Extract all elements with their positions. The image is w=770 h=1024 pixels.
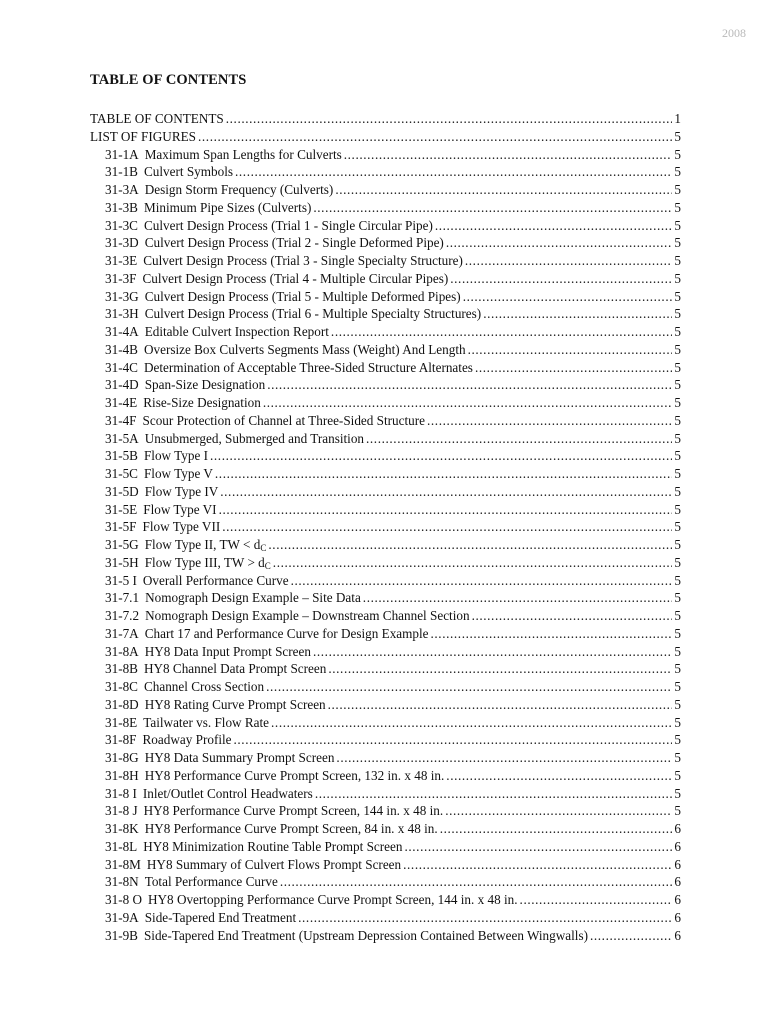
toc-entry[interactable] (90, 181, 681, 199)
toc-entry-number: 31-3D (105, 235, 139, 251)
toc-entry-page-number: 5 (674, 696, 681, 712)
toc-entry-number: 31-8N (105, 874, 139, 890)
toc-entry-title: Culvert Design Process (Trial 2 - Single Deformed Pipe) (144, 235, 444, 251)
toc-entry-number: 31-3G (105, 288, 139, 304)
dot-leader (298, 909, 672, 927)
toc-entry-number: 31-8E (105, 714, 138, 730)
toc-entry[interactable] (90, 234, 681, 252)
toc-entry-title: Rise-Size Designation (143, 395, 261, 410)
toc-entry[interactable] (90, 128, 681, 146)
dot-leader (271, 714, 672, 732)
toc-entry-number: 31-7.1 (105, 590, 140, 606)
toc-entry[interactable] (90, 483, 681, 501)
toc-entry-title: Culvert Design Process (Trial 1 - Single Circular Pipe) (143, 217, 433, 233)
toc-entry-page-number: 1 (674, 111, 681, 126)
toc-entry-number: 31-8 I (105, 785, 137, 801)
toc-entry-title: Flow Type III, TW > $d_C$ (144, 554, 271, 571)
toc-entry-page-number: 5 (674, 554, 681, 570)
toc-entry[interactable] (90, 554, 681, 572)
toc-entry-title: Nomograph Design Example – Downstream Channel Section (145, 608, 470, 623)
toc-entry[interactable] (90, 749, 681, 767)
toc-entry-page-number: 5 (674, 341, 681, 357)
toc-entry[interactable] (90, 518, 681, 536)
dot-leader (446, 234, 673, 252)
toc-entry-page-number: 5 (674, 217, 681, 233)
toc-entry-title: Culvert Design Process (Trial 5 - Multiple Deformed Pipes) (144, 288, 461, 304)
toc-entry[interactable] (90, 199, 681, 217)
toc-entry[interactable] (90, 927, 681, 945)
toc-entry-title: Culvert Design Process (Trial 6 - Multiple Specialty Structures) (144, 306, 482, 322)
toc-entry-number: 31-5F (105, 519, 137, 535)
toc-entry-page-number: 5 (674, 377, 681, 393)
toc-entry[interactable] (90, 146, 681, 164)
toc-entry-number: 31-7.2 (105, 608, 140, 623)
dot-leader (336, 749, 672, 767)
dot-leader (219, 501, 673, 519)
toc-entry-title: Determination of Acceptable Three-Sided Structure Alternates (143, 359, 473, 375)
toc-entry-number: 31-8G (105, 750, 139, 765)
toc-entry[interactable] (90, 110, 681, 128)
toc-entry-number: 31-8B (105, 661, 138, 677)
toc-entry-number: 31-8C (105, 679, 138, 694)
dot-leader (328, 696, 673, 714)
toc-entry[interactable] (90, 341, 681, 359)
toc-entry-page-number: 5 (674, 359, 681, 375)
toc-entry[interactable] (90, 217, 681, 235)
dot-leader (427, 412, 672, 430)
dot-leader (483, 305, 672, 323)
toc-entry-title: Flow Type V (143, 466, 213, 481)
dot-leader (520, 891, 673, 909)
dot-leader (234, 731, 673, 749)
toc-entry-page-number: 5 (674, 395, 681, 410)
toc-entry-number: 31-1B (105, 164, 138, 180)
toc-entry[interactable] (90, 323, 681, 341)
toc-entry-page-number: 5 (674, 270, 681, 286)
dot-leader (215, 465, 673, 483)
toc-entry-number: 31-5D (105, 483, 139, 499)
toc-entry[interactable] (90, 412, 681, 430)
toc-entry[interactable] (90, 625, 681, 643)
toc-entry-title: Culvert Symbols (143, 164, 233, 180)
toc-entry[interactable] (90, 802, 681, 820)
toc-entry-number: 31-1A (105, 146, 139, 162)
toc-entry[interactable] (90, 873, 681, 891)
toc-entry[interactable] (90, 767, 681, 785)
dot-leader (446, 767, 672, 785)
toc-entry-title: LIST OF FIGURES (90, 128, 197, 144)
toc-entry-page-number: 5 (674, 590, 681, 606)
dot-leader (210, 447, 672, 465)
dot-leader (266, 678, 672, 696)
toc-entry-number: 31-5G (105, 537, 139, 552)
toc-entry-page-number: 5 (674, 128, 681, 144)
toc-entry-page-number: 5 (674, 750, 681, 765)
dot-leader (403, 856, 672, 874)
toc-entry-title: Roadway Profile (142, 732, 232, 748)
toc-entry-number: 31-4C (105, 359, 138, 375)
toc-entry-title: Flow Type II, TW < $d_C$ (144, 537, 267, 553)
toc-entry-title: Minimum Pipe Sizes (Culverts) (143, 199, 312, 215)
toc-entry[interactable] (90, 447, 681, 465)
toc-entry-title: Flow Type VII (142, 519, 221, 535)
dot-leader (450, 270, 672, 288)
toc-entry-page-number: 5 (674, 767, 681, 783)
toc-entry[interactable] (90, 465, 681, 483)
toc-entry-number: 31-5 I (105, 572, 137, 588)
toc-entry-number: 31-5H (105, 554, 139, 570)
toc-entry-page-number: 5 (674, 501, 681, 517)
toc-entry-number: 31-4F (105, 412, 137, 428)
dot-leader (366, 430, 672, 448)
toc-entry[interactable] (90, 909, 681, 927)
toc-entry[interactable] (90, 270, 681, 288)
dot-leader (222, 518, 672, 536)
page-year: 2008 (722, 26, 746, 40)
toc-entry-number: 31-8 O (105, 892, 142, 907)
toc-entry-title: Scour Protection of Channel at Three-Sided Structure (142, 412, 425, 428)
toc-entry-page-number: 5 (674, 803, 681, 819)
toc-entry-page-number: 6 (674, 927, 681, 943)
dot-leader (590, 927, 672, 945)
toc-entry-title: Culvert Design Process (Trial 3 - Single Specialty Structure) (143, 253, 463, 268)
dot-leader (344, 146, 673, 164)
toc-entry-number: 31-3A (105, 182, 139, 197)
toc-entry-page-number: 5 (674, 182, 681, 197)
toc-entry-page-number: 5 (674, 732, 681, 748)
toc-entry-number: 31-8H (105, 767, 139, 783)
dot-leader (440, 820, 673, 838)
toc-entry-title: HY8 Rating Curve Prompt Screen (144, 696, 326, 712)
toc-entry[interactable] (90, 359, 681, 377)
toc-entry-title: Culvert Design Process (Trial 4 - Multiple Circular Pipes) (142, 270, 449, 286)
dot-leader (335, 181, 672, 199)
toc-entry[interactable] (90, 643, 681, 661)
toc-entry-number: 31-3B (105, 199, 138, 215)
toc-entry-title: Nomograph Design Example – Site Data (145, 590, 361, 606)
dot-leader (465, 252, 673, 270)
toc-entry-number: 31-9B (105, 927, 138, 943)
toc-entry-title: Unsubmerged, Submerged and Transition (144, 430, 365, 446)
dot-leader (291, 572, 673, 590)
dot-leader (328, 660, 672, 678)
toc-entry-page-number: 5 (674, 466, 681, 481)
toc-entry[interactable] (90, 501, 681, 519)
toc-entry-title: Total Performance Curve (144, 874, 278, 890)
toc-entry-page-number: 6 (674, 909, 681, 925)
toc-entry[interactable] (90, 252, 681, 270)
dot-leader (363, 589, 673, 607)
toc-entry-page-number: 6 (674, 838, 681, 854)
toc-entry-number: 31-3C (105, 217, 138, 233)
toc-entry[interactable] (90, 820, 681, 838)
toc-entry-number: 31-3E (105, 253, 138, 268)
toc-entry[interactable] (90, 430, 681, 448)
toc-entry-title: Flow Type IV (144, 483, 219, 499)
dot-leader (313, 199, 672, 217)
toc-entry-title: Side-Tapered End Treatment (144, 909, 297, 925)
toc-entry-number: 31-8F (105, 732, 137, 748)
toc-entry-number: 31-4E (105, 395, 138, 410)
dot-leader (280, 873, 673, 891)
page-title: TABLE OF CONTENTS (90, 72, 247, 88)
toc-entry[interactable] (90, 785, 681, 803)
toc-entry-page-number: 5 (674, 537, 681, 552)
toc-entry[interactable] (90, 589, 681, 607)
toc-entry[interactable] (90, 536, 681, 554)
toc-entry-title: HY8 Performance Curve Prompt Screen, 144 in. x 48 in. (143, 803, 444, 819)
toc-entry-number: 31-9A (105, 909, 139, 925)
toc-entry-number: 31-4D (105, 377, 139, 393)
toc-entry[interactable] (90, 607, 681, 625)
toc-entry-subscript: C (260, 543, 267, 553)
dot-leader (263, 394, 673, 412)
toc-entry[interactable] (90, 838, 681, 856)
toc-entry-page-number: 5 (674, 679, 681, 694)
toc-entry[interactable] (90, 696, 681, 714)
dot-leader (268, 536, 672, 554)
toc-entry-title: TABLE OF CONTENTS (90, 111, 224, 126)
dot-leader (475, 359, 672, 377)
toc-entry-page-number: 5 (674, 430, 681, 446)
toc-entry-title: Inlet/Outlet Control Headwaters (142, 785, 313, 801)
toc-entry-number: 31-8 J (105, 803, 138, 819)
toc-entry-page-number: 5 (674, 288, 681, 304)
toc-entry-page-number: 5 (674, 253, 681, 268)
toc-entry-page-number: 5 (674, 448, 681, 464)
toc-entry-number: 31-4B (105, 341, 138, 357)
toc-entry-title: HY8 Data Input Prompt Screen (144, 643, 311, 659)
toc-entry[interactable] (90, 891, 681, 909)
toc-entry-number: 31-5C (105, 466, 138, 481)
toc-entry[interactable] (90, 163, 681, 181)
toc-entry[interactable] (90, 856, 681, 874)
toc-entry-number: 31-8D (105, 696, 139, 712)
toc-entry-page-number: 5 (674, 199, 681, 215)
toc-entry-page-number: 5 (674, 164, 681, 180)
dot-leader (226, 110, 673, 128)
toc-entry-title: Flow Type I (143, 448, 209, 464)
toc-entry-page-number: 5 (674, 412, 681, 428)
toc-entry-title: Tailwater vs. Flow Rate (143, 714, 270, 730)
toc-entry-subscript: C (264, 560, 271, 571)
toc-entry-number: 31-5E (105, 501, 138, 517)
toc-entry-title: Maximum Span Lengths for Culverts (144, 146, 342, 162)
toc-entry[interactable] (90, 288, 681, 306)
dot-leader (235, 163, 672, 181)
dot-leader (267, 376, 672, 394)
toc-entry-title: Side-Tapered End Treatment (Upstream Depression Contained Between Wingwalls) (143, 927, 588, 943)
toc-entry-title: HY8 Overtopping Performance Curve Prompt Screen, 144 in. x 48 in. (148, 892, 518, 907)
dot-leader (445, 802, 672, 820)
toc-entry-page-number: 6 (674, 821, 681, 836)
toc-entry-title: Flow Type VI (143, 501, 217, 517)
toc-entry-number: 31-8L (105, 838, 138, 854)
toc-entry-page-number: 5 (674, 235, 681, 251)
toc-entry-page-number: 5 (674, 608, 681, 623)
toc-entry-title: Design Storm Frequency (Culverts) (144, 182, 334, 197)
toc-entry-title: Span-Size Designation (144, 377, 266, 393)
toc-entry-number: 31-4A (105, 324, 139, 339)
dot-leader (435, 217, 673, 235)
toc-entry-page-number: 5 (674, 714, 681, 730)
toc-entry-title: Overall Performance Curve (142, 572, 289, 588)
dot-leader (198, 128, 672, 146)
toc-entry-page-number: 5 (674, 483, 681, 499)
toc-entry-number: 31-8K (105, 821, 139, 836)
toc-entry-number: 31-7A (105, 625, 139, 641)
toc-entry-number: 31-3H (105, 306, 139, 322)
toc-entry-page-number: 6 (674, 856, 681, 872)
dot-leader (468, 341, 673, 359)
toc-entry-number: 31-5A (105, 430, 139, 446)
toc-entry-title: HY8 Minimization Routine Table Prompt Screen (143, 838, 403, 854)
toc-entry-page-number: 5 (674, 519, 681, 535)
dot-leader (404, 838, 672, 856)
toc-entry-title: HY8 Summary of Culvert Flows Prompt Screen (146, 856, 402, 872)
toc-entry-page-number: 5 (674, 572, 681, 588)
dot-leader (220, 483, 672, 501)
toc-entry[interactable] (90, 394, 681, 412)
toc-entry-page-number: 5 (674, 661, 681, 677)
toc-entry-page-number: 5 (674, 643, 681, 659)
toc-entry-title: Channel Cross Section (143, 679, 265, 694)
dot-leader (472, 607, 673, 625)
toc-entry[interactable] (90, 305, 681, 323)
toc-entry-number: 31-5B (105, 448, 138, 464)
toc-entry-page-number: 6 (674, 892, 681, 907)
toc-entry-page-number: 5 (674, 306, 681, 322)
dot-leader (273, 554, 673, 572)
dot-leader (463, 288, 673, 306)
toc-entry-page-number: 5 (674, 146, 681, 162)
toc-entry-title: Oversize Box Culverts Segments Mass (Weight) And Length (143, 341, 466, 357)
toc-entry-title: HY8 Performance Curve Prompt Screen, 84 in. x 48 in. (144, 821, 438, 836)
toc-entry-page-number: 5 (674, 324, 681, 339)
toc-entry-title: Chart 17 and Performance Curve for Design Example (144, 625, 429, 641)
toc-entry-title: HY8 Channel Data Prompt Screen (143, 661, 327, 677)
toc-entry-title: HY8 Performance Curve Prompt Screen, 132 in. x 48 in. (144, 767, 445, 783)
toc-entry-title: Editable Culvert Inspection Report (144, 324, 329, 339)
toc-entry-number: 31-8A (105, 643, 139, 659)
dot-leader (331, 323, 672, 341)
toc-entry[interactable] (90, 714, 681, 732)
toc-entry-page-number: 5 (674, 785, 681, 801)
toc-entry[interactable] (90, 731, 681, 749)
toc-entry-page-number: 5 (674, 625, 681, 641)
dot-leader (313, 643, 672, 661)
toc-entry-page-number: 6 (674, 874, 681, 890)
toc-entry[interactable] (90, 376, 681, 394)
toc-entry-title: HY8 Data Summary Prompt Screen (144, 750, 335, 765)
toc-entry[interactable] (90, 678, 681, 696)
toc-entry-number: 31-8M (105, 856, 141, 872)
table-of-contents (90, 110, 681, 944)
dot-leader (315, 785, 673, 803)
toc-entry-number: 31-3F (105, 270, 137, 286)
toc-entry[interactable] (90, 660, 681, 678)
toc-entry[interactable] (90, 572, 681, 590)
dot-leader (431, 625, 673, 643)
